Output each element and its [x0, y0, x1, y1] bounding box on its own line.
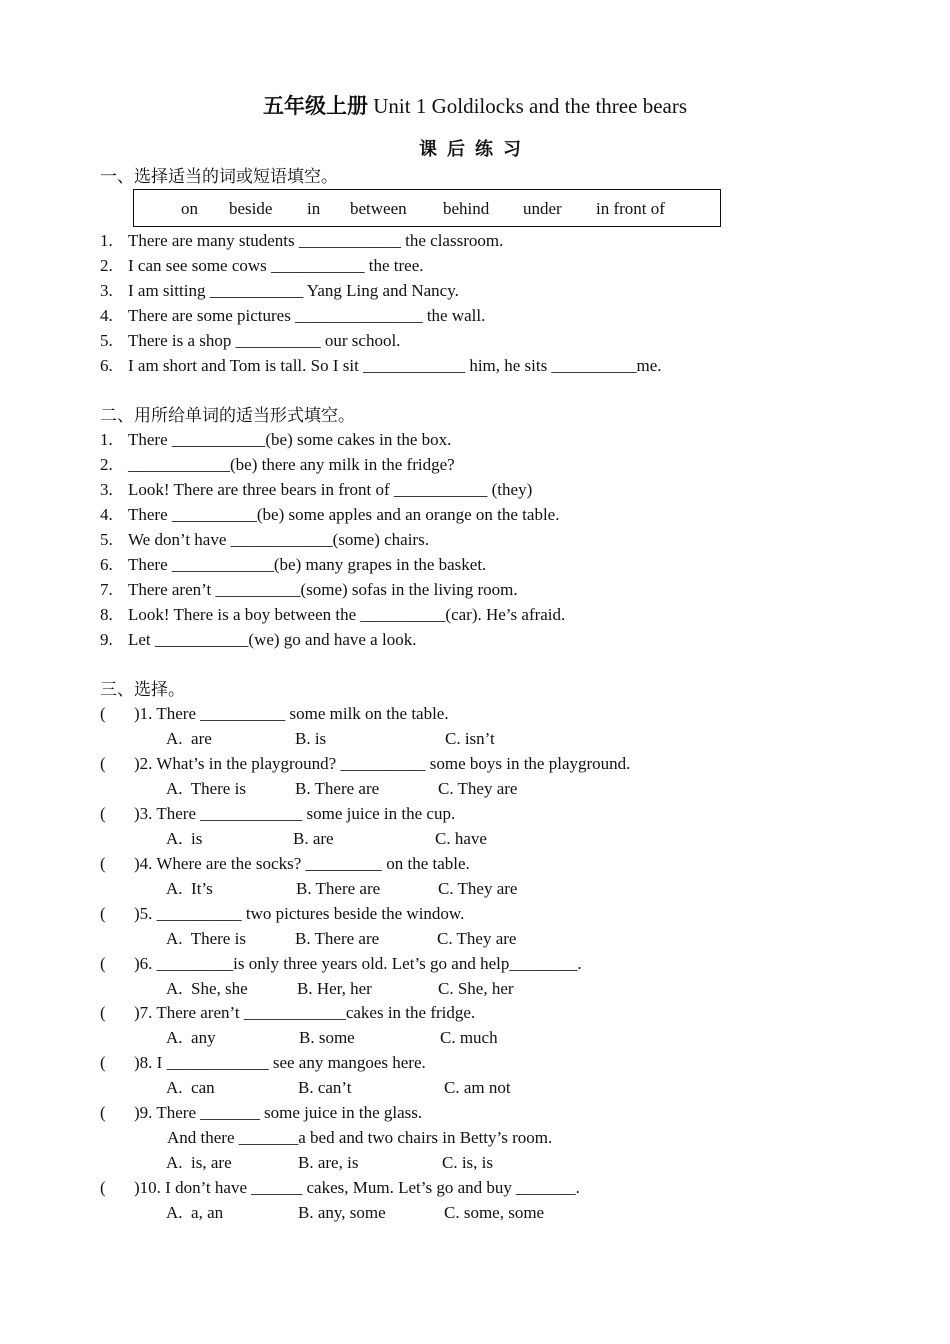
mc-option-b: B. some [299, 1028, 355, 1047]
mc-option-a: A. is, are [166, 1153, 232, 1172]
mc-option-c: C. isn’t [445, 729, 495, 748]
mc-option-a: A. a, an [166, 1203, 224, 1222]
mc-option-c: C. They are [438, 879, 518, 898]
mc-option-c: C. They are [437, 929, 517, 948]
mc-option-b: B. are [293, 829, 334, 848]
mc-option-b: B. is [295, 729, 327, 748]
section2-item: 6. There ____________(be) many grapes in the basket. [100, 555, 487, 574]
page-title [0, 92, 950, 120]
page-subtitle: 课后练习 [419, 139, 531, 159]
mc-option-c: C. some, some [444, 1203, 545, 1222]
section2-item: 7. There aren’t __________(some) sofas in the living room. [100, 580, 518, 599]
mc-option-c: C. is, is [442, 1153, 494, 1172]
mc-option-a: A. are [166, 729, 212, 748]
mc-option-c: C. have [435, 829, 487, 848]
section2-item: 9. Let ___________(we) go and have a look. [100, 630, 417, 649]
mc-option-a: A. is [166, 829, 203, 848]
word-bank-item: in front of [596, 199, 665, 218]
word-bank-box [133, 189, 721, 227]
mc-question: ( )4. Where are the socks? _________ on the table. [100, 854, 470, 873]
section3-heading: 三、选择。 [100, 680, 185, 699]
mc-question: ( )2. What’s in the playground? __________ some boys in the playground. [100, 754, 631, 773]
mc-question: ( )6. _________is only three years old. Let’s go and help________. [100, 954, 582, 973]
mc-question: ( )9. There _______ some juice in the glass. [100, 1103, 423, 1122]
section1-heading: 一、选择适当的词或短语填空。 [100, 167, 338, 186]
mc-question: ( )1. There __________ some milk on the table. [100, 704, 449, 723]
mc-option-b: B. are, is [298, 1153, 359, 1172]
mc-question: ( )5. __________ two pictures beside the window. [100, 904, 465, 923]
mc-option-b: B. There are [295, 929, 380, 948]
mc-question-continuation: And there _______a bed and two chairs in Betty’s room. [167, 1128, 553, 1147]
mc-question: ( )10. I don’t have ______ cakes, Mum. Let’s go and buy _______. [100, 1178, 580, 1197]
mc-question: ( )3. There ____________ some juice in the cup. [100, 804, 456, 823]
section1-item: 3. I am sitting ___________ Yang Ling and Nancy. [100, 281, 459, 300]
mc-option-a: A. can [166, 1078, 215, 1097]
mc-option-a: A. any [166, 1028, 216, 1047]
mc-question: ( )8. I ____________ see any mangoes here. [100, 1053, 426, 1072]
section2-heading: 二、用所给单词的适当形式填空。 [100, 406, 355, 425]
mc-question: ( )7. There aren’t ____________cakes in the fridge. [100, 1003, 476, 1022]
word-bank-item: beside [229, 199, 273, 218]
section2-item: 8. Look! There is a boy between the __________(car). He’s afraid. [100, 605, 566, 624]
section2-item: 5. We don’t have ____________(some) chairs. [100, 530, 429, 549]
section1-item: 1. There are many students ____________ the classroom. [100, 231, 504, 250]
section1-item: 4. There are some pictures _______________ the wall. [100, 306, 486, 325]
word-bank-item: on [181, 199, 198, 218]
section1-item: 2. I can see some cows ___________ the tree. [100, 256, 424, 275]
mc-option-b: B. There are [296, 879, 381, 898]
mc-option-c: C. They are [438, 779, 518, 798]
title-english: Unit 1 Goldilocks and the three bears [368, 94, 687, 118]
section2-item: 3. Look! There are three bears in front of ___________ (they) [100, 480, 533, 499]
mc-option-c: C. much [440, 1028, 498, 1047]
mc-option-c: C. am not [444, 1078, 511, 1097]
mc-option-b: B. Her, her [297, 979, 372, 998]
section2-item: 4. There __________(be) some apples and an orange on the table. [100, 505, 560, 524]
mc-option-a: A. She, she [166, 979, 248, 998]
section1-item: 6. I am short and Tom is tall. So I sit ____________ him, he sits __________me. [100, 356, 662, 375]
word-bank-item: in [307, 199, 321, 218]
section1-item: 5. There is a shop __________ our school. [100, 331, 401, 350]
mc-option-b: B. can’t [298, 1078, 352, 1097]
section2-item: 1. There ___________(be) some cakes in the box. [100, 430, 452, 449]
section2-item: 2. ____________(be) there any milk in the fridge? [100, 455, 455, 474]
word-bank-item: behind [443, 199, 490, 218]
word-bank-item: under [523, 199, 562, 218]
mc-option-c: C. She, her [438, 979, 514, 998]
mc-option-a: A. There is [166, 929, 246, 948]
title-chinese: 五年级上册 [263, 94, 368, 118]
mc-option-b: B. any, some [298, 1203, 386, 1222]
word-bank-item: between [350, 199, 407, 218]
mc-option-a: A. It’s [166, 879, 213, 898]
mc-option-a: A. There is [166, 779, 246, 798]
mc-option-b: B. There are [295, 779, 380, 798]
